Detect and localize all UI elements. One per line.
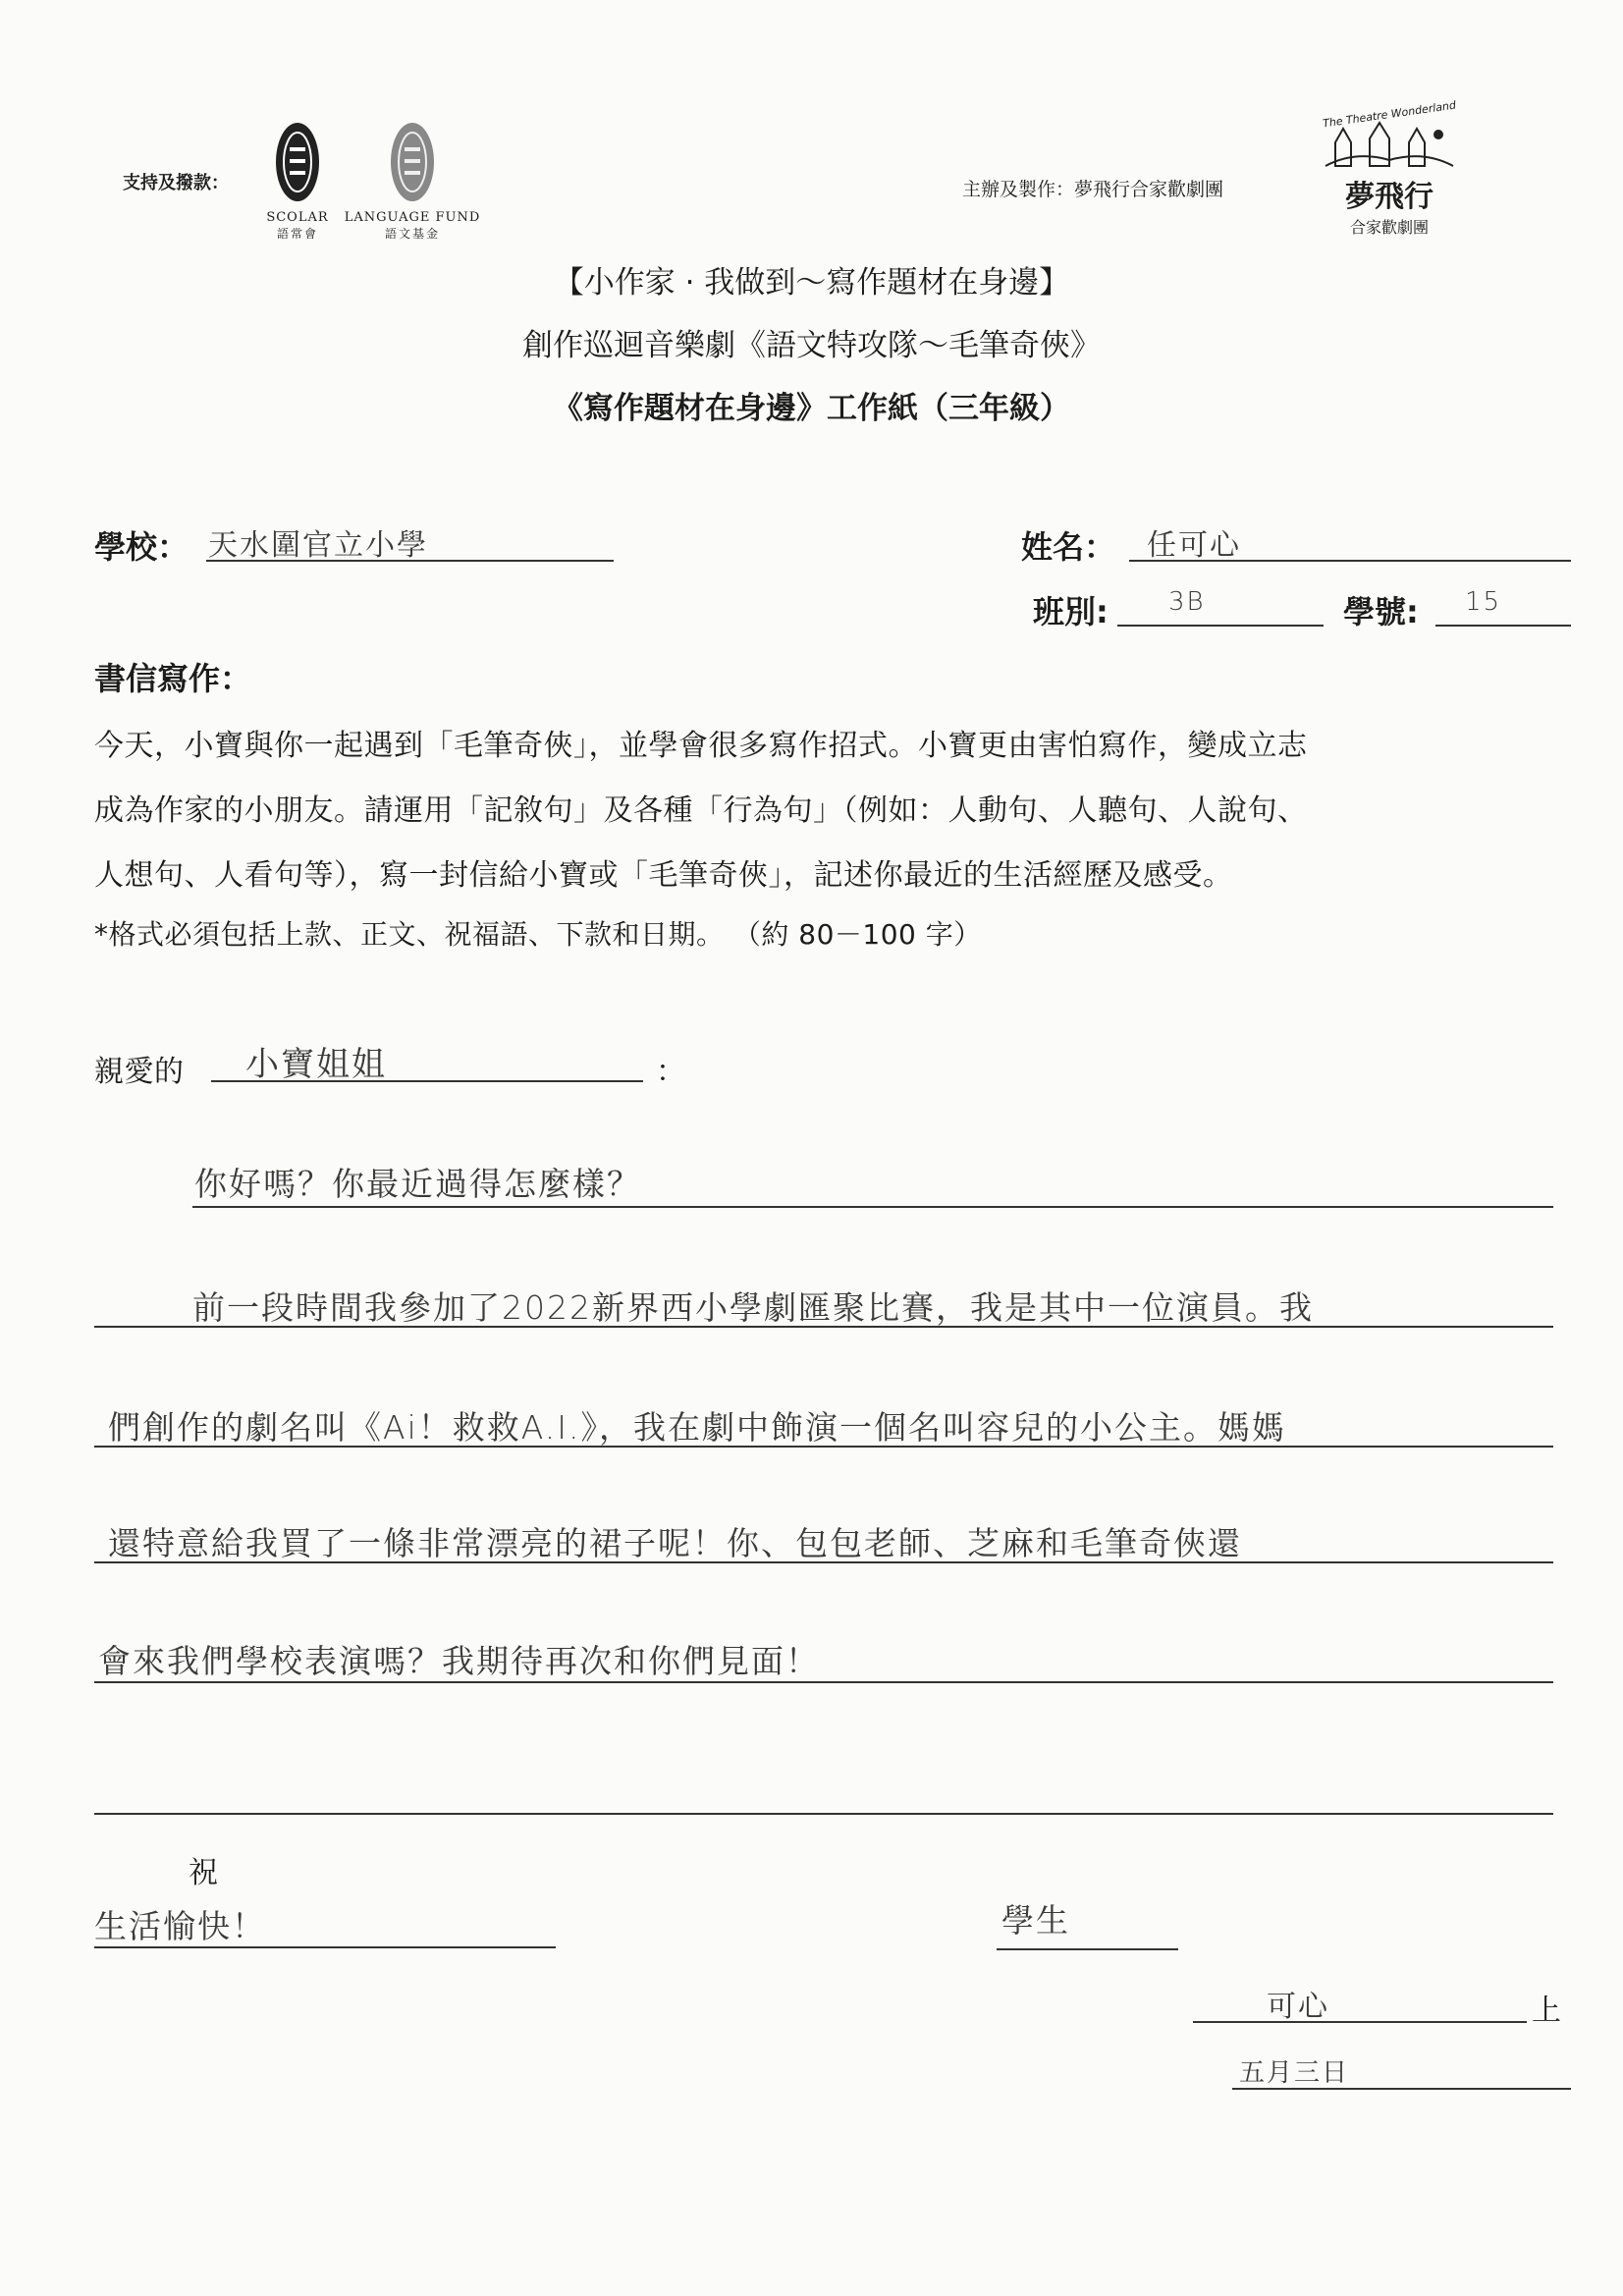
salutation-suffix: ： bbox=[656, 1055, 686, 1089]
organizer-label: 主辦及製作：夢飛行合家歡劇團 bbox=[962, 179, 1224, 200]
theatre-main: 夢飛行 bbox=[1345, 180, 1434, 214]
letter-rule-1 bbox=[192, 1206, 1553, 1208]
sender-name-underline bbox=[1193, 2021, 1527, 2023]
sender-suffix: 上 bbox=[1532, 1994, 1562, 2028]
scolar-logo bbox=[243, 118, 352, 242]
language-fund-name: LANGUAGE FUND bbox=[344, 210, 481, 225]
class-underline bbox=[1117, 625, 1324, 627]
scolar-name: SCOLAR bbox=[266, 210, 329, 225]
letter-line-2: 前一段時間我參加了2022新界西小學劇匯聚比賽，我是其中一位演員。我 bbox=[192, 1288, 1314, 1327]
letter-line-1: 你好嗎？你最近過得怎麼樣？ bbox=[194, 1165, 641, 1203]
sender-label: 學生 bbox=[1001, 1901, 1070, 1940]
date-value: 五月三日 bbox=[1239, 2058, 1350, 2088]
blessing-label: 祝 bbox=[189, 1856, 219, 1890]
title-line-3: 《寫作題材在身邊》工作紙（三年級） bbox=[553, 391, 1070, 426]
name-label: 姓名： bbox=[1021, 528, 1116, 566]
class-value: 3B bbox=[1168, 587, 1206, 617]
sender-name: 可心 bbox=[1267, 1990, 1329, 2024]
number-label: 學號: bbox=[1343, 593, 1419, 630]
blessing-underline bbox=[94, 1946, 556, 1948]
school-value: 天水圍官立小學 bbox=[208, 528, 428, 563]
title-line-2: 創作巡迴音樂劇《語文特攻隊～毛筆奇俠》 bbox=[522, 328, 1101, 363]
sender-label-underline bbox=[997, 1948, 1178, 1950]
letter-rule-5 bbox=[94, 1681, 1553, 1683]
instruction-line-1: 今天，小寶與你一起遇到「毛筆奇俠」，並學會很多寫作招式。小寶更由害怕寫作，變成立志 bbox=[94, 729, 1308, 763]
instruction-line-2: 成為作家的小朋友。請運用「記敘句」及各種「行為句」（例如：人動句、人聽句、人說句、 bbox=[94, 793, 1308, 828]
scolar-sub: 語常會 bbox=[276, 227, 318, 241]
language-fund-sub: 語文基金 bbox=[384, 227, 440, 241]
instruction-line-4: *格式必須包括上款、正文、祝福語、下款和日期。 （約 80－100 字） bbox=[94, 918, 982, 951]
school-underline bbox=[206, 560, 614, 562]
language-fund-emblem-icon bbox=[344, 118, 481, 206]
letter-rule-2 bbox=[94, 1326, 1553, 1328]
name-value: 任可心 bbox=[1147, 528, 1241, 563]
theatre-logo bbox=[1316, 98, 1463, 238]
theatre-sub: 合家歡劇團 bbox=[1349, 218, 1429, 237]
salutation-prefix: 親愛的 bbox=[94, 1055, 185, 1089]
salutation-value: 小寶姐姐 bbox=[245, 1045, 387, 1084]
instruction-line-3: 人想句、人看句等），寫一封信給小寶或「毛筆奇俠」，記述你最近的生活經歷及感受。 bbox=[94, 858, 1233, 893]
theatre-arc-text: The Theatre Wonderland bbox=[1322, 98, 1457, 131]
letter-rule-4 bbox=[94, 1561, 1553, 1563]
language-fund-logo bbox=[344, 118, 481, 242]
letter-rule-3 bbox=[94, 1446, 1553, 1448]
name-underline bbox=[1129, 560, 1571, 562]
scolar-emblem-icon bbox=[243, 118, 352, 206]
number-value: 15 bbox=[1465, 587, 1502, 617]
school-label: 學校： bbox=[94, 528, 189, 566]
letter-line-4: 還特意給我買了一條非常漂亮的裙子呢！你、包包老師、芝麻和毛筆奇俠還 bbox=[108, 1524, 1242, 1562]
date-underline bbox=[1232, 2088, 1571, 2090]
letter-rule-6 bbox=[94, 1813, 1553, 1815]
salutation-underline bbox=[211, 1080, 643, 1082]
section-heading: 書信寫作： bbox=[94, 660, 252, 697]
class-label: 班別: bbox=[1033, 593, 1109, 630]
number-underline bbox=[1435, 625, 1571, 627]
letter-line-3: 們創作的劇名叫《Ai！救救A.I.》，我在劇中飾演一個名叫容兒的小公主。媽媽 bbox=[108, 1408, 1286, 1447]
title-line-1: 【小作家 · 我做到～寫作題材在身邊】 bbox=[553, 265, 1070, 301]
support-label: 支持及撥款： bbox=[123, 173, 229, 193]
blessing-value: 生活愉快！ bbox=[94, 1907, 266, 1945]
letter-line-5: 會來我們學校表演嗎？我期待再次和你們見面！ bbox=[98, 1642, 820, 1680]
